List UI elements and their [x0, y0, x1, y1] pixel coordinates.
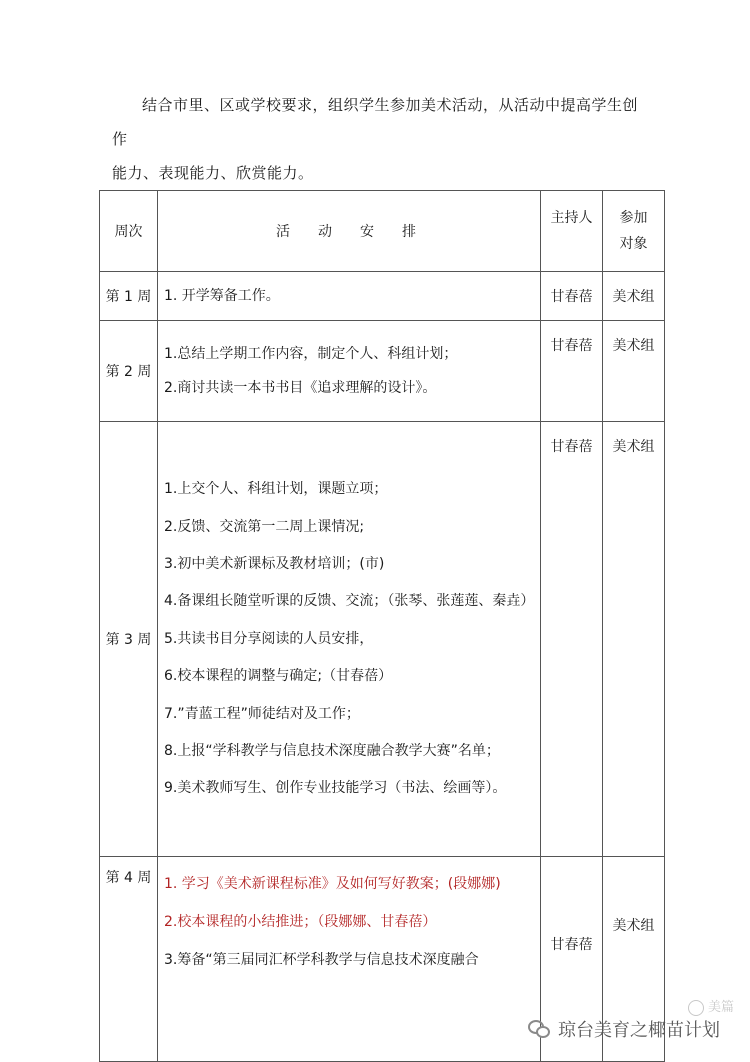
- activity-item: 2.商讨共读一本书书目《追求理解的设计》。: [164, 380, 437, 396]
- host-cell: 甘春蓓: [541, 857, 603, 1062]
- participants-cell: 美术组: [603, 272, 665, 321]
- meipian-icon: [688, 1000, 704, 1016]
- header-participants-line-1: 参加: [619, 210, 648, 226]
- intro-line-2: 能力、表现能力、欣赏能力。: [112, 164, 314, 182]
- week-cell: 第 1 周: [100, 272, 158, 321]
- activity-item: 6.校本课程的调整与确定;（甘春蓓）: [164, 668, 393, 685]
- participants-cell: 美术组: [603, 857, 665, 1062]
- host-cell: 甘春蓓: [541, 321, 603, 422]
- activity-cell: [158, 857, 541, 1062]
- participants-cell: 美术组: [603, 321, 665, 422]
- activity-item: 8.上报“学科教学与信息技术深度融合教学大赛”名单；: [164, 743, 500, 760]
- table-row: [100, 422, 665, 857]
- week-cell: 第 3 周: [100, 422, 158, 857]
- activity-item-highlighted: 2.校本课程的小结推进；（段娜娜、甘春蓓）: [164, 914, 437, 930]
- week-cell: 第 2 周: [100, 321, 158, 422]
- watermark-text: 美篇: [707, 1000, 734, 1015]
- activity-item: 5.共读书目分享阅读的人员安排，: [164, 630, 374, 647]
- wechat-icon: [528, 1020, 550, 1038]
- host-cell: 甘春蓓: [541, 422, 603, 857]
- activity-item: 3.初中美术新课标及教材培训；(市): [164, 555, 385, 572]
- week-cell: 第 4 周: [100, 857, 158, 1062]
- activity-item-highlighted: 1. 学习《美术新课程标准》及如何写好教案；(段娜娜): [164, 876, 501, 892]
- activity-cell: [158, 272, 541, 321]
- header-activity: 活动安排: [158, 191, 541, 272]
- activity-item: 1.总结上学期工作内容，制定个人、科组计划；: [164, 346, 458, 362]
- footer-account: [528, 1016, 720, 1042]
- activity-item: 4.备课组长随堂听课的反馈、交流；（张琴、张莲莲、秦垚）: [164, 593, 535, 610]
- table-row: [100, 321, 665, 422]
- participants-cell: 美术组: [603, 422, 665, 857]
- account-name: 琼台美育之椰苗计划: [558, 1020, 720, 1041]
- table-header-row: [100, 191, 665, 272]
- table-row: [100, 272, 665, 321]
- intro-line-1: 结合市里、区或学校要求，组织学生参加美术活动，从活动中提高学生创作: [112, 96, 639, 148]
- activity-cell: [158, 422, 541, 857]
- intro-paragraph: [112, 88, 642, 190]
- activity-cell: [158, 321, 541, 422]
- header-participants: [603, 191, 665, 272]
- header-participants-line-2: 对象: [619, 236, 648, 252]
- header-week: 周次: [100, 191, 158, 272]
- activity-item: 1. 开学筹备工作。: [164, 288, 280, 304]
- activity-item: 1.上交个人、科组计划，课题立项；: [164, 481, 388, 498]
- activity-item: 9.美术教师写生、创作专业技能学习（书法、绘画等）。: [164, 780, 507, 797]
- activity-item: 3.筹备“第三届同汇杯学科教学与信息技术深度融合: [164, 952, 479, 968]
- header-host: 主持人: [541, 191, 603, 272]
- activity-item: 2.反馈、交流第一二周上课情况;: [164, 518, 365, 535]
- activity-item: 7.”青蓝工程”师徒结对及工作；: [164, 705, 360, 722]
- activity-schedule-table: [99, 190, 665, 1062]
- meipian-watermark: [688, 996, 734, 1016]
- host-cell: 甘春蓓: [541, 272, 603, 321]
